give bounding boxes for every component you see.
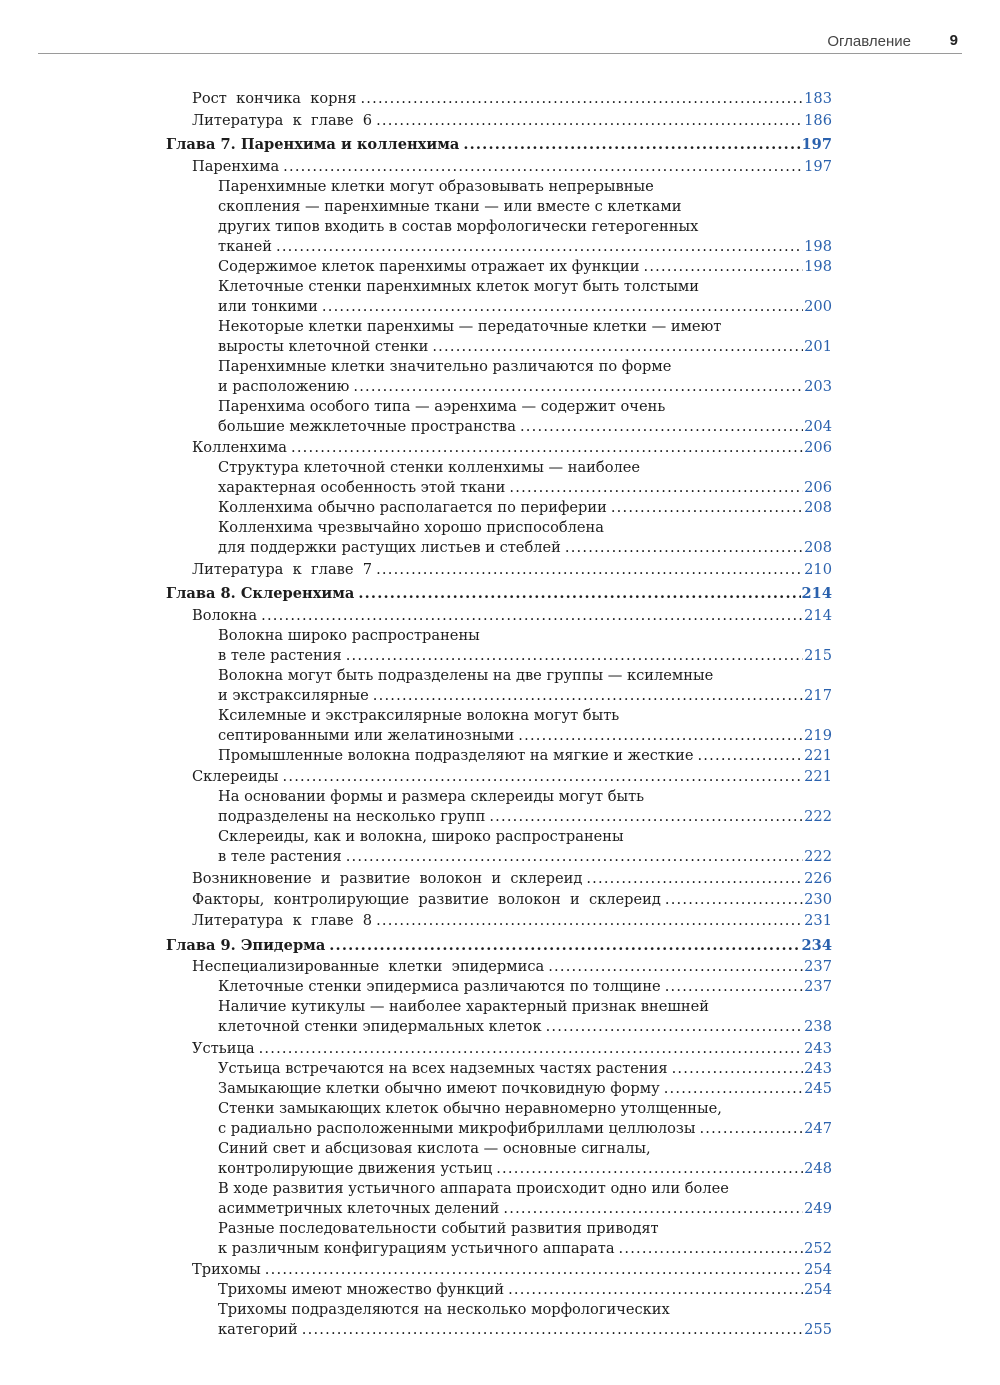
toc-entry-title: выросты клеточной стенки xyxy=(218,337,429,355)
toc-entry[interactable] xyxy=(166,869,832,889)
toc-entry[interactable] xyxy=(166,1280,832,1300)
toc-page-number[interactable]: 183 xyxy=(804,90,832,108)
toc-entry-title: Паренхимные клетки могут образовывать непрерывные xyxy=(218,177,654,195)
dot-leader xyxy=(322,297,803,317)
dot-leader xyxy=(259,1039,804,1059)
toc-entry-title: подразделены на несколько групп xyxy=(218,808,486,826)
toc-page-number[interactable]: 198 xyxy=(804,257,832,275)
toc-chapter-entry[interactable] xyxy=(166,936,832,956)
dot-leader xyxy=(358,584,800,604)
toc-entry-line xyxy=(192,157,832,177)
toc-entry-line xyxy=(218,706,832,726)
toc-entry-line xyxy=(218,646,832,666)
toc-page-number[interactable]: 252 xyxy=(804,1239,832,1257)
toc-page-number[interactable]: 217 xyxy=(804,686,832,704)
toc-entry[interactable] xyxy=(166,1079,832,1099)
toc-page-number[interactable]: 245 xyxy=(804,1079,832,1097)
toc-entry-line xyxy=(218,257,832,277)
dot-leader xyxy=(376,911,803,931)
dot-leader xyxy=(353,377,803,397)
toc-entry-line xyxy=(166,135,832,155)
toc-entry-title: Склереиды, как и волокна, широко распространены xyxy=(218,828,624,846)
toc-entry-title: в теле растения xyxy=(218,848,342,866)
toc-entry[interactable] xyxy=(166,438,832,458)
toc-entry[interactable] xyxy=(166,257,832,277)
toc-entry-title: Глава 9. Эпидерма xyxy=(166,936,326,954)
toc-entry-title: Трихомы имеют множество функций xyxy=(218,1281,505,1299)
page-header xyxy=(38,28,962,54)
toc-page-number[interactable]: 206 xyxy=(804,479,832,497)
toc-page-number[interactable]: 208 xyxy=(804,499,832,517)
toc-entry-line xyxy=(218,1199,832,1219)
toc-entry-title: Склереиды xyxy=(192,768,279,786)
toc-entry[interactable] xyxy=(166,89,832,109)
toc-page-number[interactable]: 201 xyxy=(804,337,832,355)
toc-entry-title: Волокна могут быть подразделены на две группы — ксилемные xyxy=(218,666,714,684)
toc-entry-line xyxy=(218,1320,832,1340)
toc-entry-line xyxy=(218,1280,832,1300)
dot-leader xyxy=(276,237,803,257)
toc-entry[interactable] xyxy=(166,1179,832,1219)
toc-entry-line xyxy=(218,666,832,686)
toc-entry-line xyxy=(218,277,832,297)
toc-entry-line xyxy=(218,807,832,827)
toc-entry-line xyxy=(218,1119,832,1139)
toc-entry-title: В ходе развития устьичного аппарата происходит одно или более xyxy=(218,1179,729,1197)
toc-page-number[interactable]: 221 xyxy=(804,746,832,764)
dot-leader xyxy=(376,560,803,580)
toc-entry-title: асимметричных клеточных делений xyxy=(218,1199,500,1217)
dot-leader xyxy=(665,977,803,997)
toc-entry-line xyxy=(218,458,832,478)
toc-entry-title: На основании формы и размера склереиды могут быть xyxy=(218,788,645,806)
toc-entry-title: Литература к главе 8 xyxy=(192,912,373,930)
toc-page-number[interactable]: 247 xyxy=(804,1119,832,1137)
toc-entry-line xyxy=(218,1017,832,1037)
toc-page-number[interactable]: 210 xyxy=(804,560,832,578)
toc-entry-line xyxy=(218,1179,832,1199)
toc-entry-title: Колленхима xyxy=(192,439,287,457)
toc-entry-line xyxy=(192,957,832,977)
dot-leader xyxy=(261,606,803,626)
toc-page-number[interactable]: 206 xyxy=(804,439,832,457)
toc-entry[interactable] xyxy=(166,767,832,787)
toc-entry-line xyxy=(218,1079,832,1099)
toc-page-number[interactable]: 222 xyxy=(804,808,832,826)
dot-leader xyxy=(346,847,803,867)
toc-entry-line xyxy=(192,767,832,787)
dot-leader xyxy=(283,157,803,177)
toc-page-number[interactable]: 208 xyxy=(804,539,832,557)
toc-entry-line xyxy=(218,827,832,847)
dot-leader xyxy=(329,936,800,956)
toc-entry-line xyxy=(192,911,832,931)
toc-entry-line xyxy=(218,977,832,997)
toc-entry-line xyxy=(218,237,832,257)
toc-entry-line xyxy=(218,197,832,217)
toc-entry[interactable] xyxy=(166,746,832,766)
toc-entry-title: категорий xyxy=(218,1321,298,1339)
toc-entry[interactable] xyxy=(166,357,832,397)
toc-entry-line xyxy=(218,1139,832,1159)
toc-entry-title: септированными или желатинозными xyxy=(218,726,515,744)
toc-entry-title: Колленхима обычно располагается по периферии xyxy=(218,499,607,517)
dot-leader xyxy=(283,767,804,787)
dot-leader xyxy=(586,869,803,889)
dot-leader xyxy=(265,1260,803,1280)
toc-entry-line xyxy=(192,89,832,109)
toc-entry-title: и расположению xyxy=(218,377,350,395)
toc-entry[interactable] xyxy=(166,111,832,131)
toc-entry[interactable] xyxy=(166,1300,832,1340)
toc-entry-title: Паренхима xyxy=(192,157,280,175)
dot-leader xyxy=(699,1119,803,1139)
toc-page-number[interactable]: 219 xyxy=(804,726,832,744)
toc-entry-line xyxy=(218,1059,832,1079)
dot-leader xyxy=(672,1059,804,1079)
toc-entry[interactable] xyxy=(166,626,832,666)
dot-leader xyxy=(503,1199,803,1219)
dot-leader xyxy=(520,417,803,437)
toc-entry-line xyxy=(192,1260,832,1280)
toc-entry-title: Устьица xyxy=(192,1039,255,1057)
toc-entry-line xyxy=(218,377,832,397)
toc-entry-title: Устьица встречаются на всех надземных частях растения xyxy=(218,1059,668,1077)
toc-entry-title: контролирующие движения устьиц xyxy=(218,1159,493,1177)
toc-entry-title: Возникновение и развитие волокон и склереид xyxy=(192,869,583,887)
toc-page-number[interactable]: 197 xyxy=(804,157,832,175)
toc-entry-line xyxy=(218,1300,832,1320)
toc-entry-title: Волокна широко распространены xyxy=(218,626,480,644)
table-of-contents xyxy=(166,88,832,1340)
dot-leader xyxy=(496,1159,803,1179)
toc-page-number[interactable]: 198 xyxy=(804,237,832,255)
toc-entry-title: с радиально расположенными микрофибриллами целлюлозы xyxy=(218,1119,696,1137)
dot-leader xyxy=(664,1079,803,1099)
dot-leader xyxy=(373,686,803,706)
toc-entry[interactable] xyxy=(166,157,832,177)
toc-entry[interactable] xyxy=(166,498,832,518)
toc-entry-title: Глава 7. Паренхима и колленхима xyxy=(166,136,460,154)
toc-entry[interactable] xyxy=(166,977,832,997)
toc-entry-line xyxy=(218,397,832,417)
toc-entry-line xyxy=(218,297,832,317)
toc-page-number[interactable]: 254 xyxy=(804,1281,832,1299)
running-head-page-number: 9 xyxy=(949,32,958,49)
toc-entry-line xyxy=(218,177,832,197)
toc-entry-title: Факторы, контролирующие развитие волокон и склереид xyxy=(192,890,661,908)
toc-page-number[interactable]: 197 xyxy=(801,136,832,154)
toc-entry-title: Паренхима особого типа — аэренхима — содержит очень xyxy=(218,397,666,415)
toc-entry-line xyxy=(192,890,832,910)
toc-page-number[interactable]: 248 xyxy=(804,1159,832,1177)
dot-leader xyxy=(376,111,803,131)
toc-entry[interactable] xyxy=(166,518,832,558)
toc-entry-title: Промышленные волокна подразделяют на мягкие и жесткие xyxy=(218,746,694,764)
toc-entry-title: Клеточные стенки паренхимных клеток могут быть толстыми xyxy=(218,277,699,295)
toc-entry-title: Неспециализированные клетки эпидермиса xyxy=(192,958,545,976)
toc-entry-title: Структура клеточной стенки колленхимы — наиболее xyxy=(218,459,641,477)
toc-entry-line xyxy=(218,518,832,538)
dot-leader xyxy=(291,438,803,458)
dot-leader xyxy=(697,746,803,766)
toc-entry[interactable] xyxy=(166,606,832,626)
toc-page-number[interactable]: 249 xyxy=(804,1199,832,1217)
toc-entry[interactable] xyxy=(166,706,832,746)
toc-entry-line xyxy=(218,686,832,706)
toc-entry-title: других типов входить в состав морфологически гетерогенных xyxy=(218,217,699,235)
toc-page-number[interactable]: 255 xyxy=(804,1321,832,1339)
toc-entry-title: Рост кончика корня xyxy=(192,90,357,108)
toc-page-number[interactable]: 254 xyxy=(804,1261,832,1279)
toc-entry-line xyxy=(166,584,832,604)
toc-page-number[interactable]: 231 xyxy=(804,912,832,930)
toc-entry[interactable] xyxy=(166,1099,832,1139)
toc-entry-title: Стенки замыкающих клеток обычно неравномерно утолщенные, xyxy=(218,1099,722,1117)
toc-entry-line xyxy=(218,787,832,807)
toc-entry[interactable] xyxy=(166,397,832,437)
toc-entry-title: характерная особенность этой ткани xyxy=(218,479,506,497)
toc-entry-line xyxy=(218,746,832,766)
toc-entry-title: Некоторые клетки паренхимы — передаточные клетки — имеют xyxy=(218,317,722,335)
running-head-section: Оглавление xyxy=(827,33,911,50)
toc-entry-title: Волокна xyxy=(192,606,258,624)
toc-entry-title: клеточной стенки эпидермальных клеток xyxy=(218,1018,542,1036)
toc-entry[interactable] xyxy=(166,1260,832,1280)
dot-leader xyxy=(360,89,803,109)
toc-entry-line xyxy=(218,997,832,1017)
toc-entry-title: или тонкими xyxy=(218,297,318,315)
dot-leader xyxy=(619,1239,804,1259)
toc-entry-title: Разные последовательности событий развития приводят xyxy=(218,1219,659,1237)
toc-entry-title: Синий свет и абсцизовая кислота — основные сигналы, xyxy=(218,1139,651,1157)
toc-entry[interactable] xyxy=(166,890,832,910)
toc-page-number[interactable]: 238 xyxy=(804,1018,832,1036)
toc-entry-line xyxy=(218,357,832,377)
toc-entry-title: Содержимое клеток паренхимы отражает их функции xyxy=(218,257,640,275)
toc-entry-line xyxy=(218,726,832,746)
toc-page-number[interactable]: 221 xyxy=(804,768,832,786)
toc-entry[interactable] xyxy=(166,1219,832,1259)
toc-entry-line xyxy=(218,217,832,237)
toc-entry-title: Литература к главе 6 xyxy=(192,111,373,129)
toc-entry[interactable] xyxy=(166,1139,832,1179)
toc-entry-line xyxy=(218,317,832,337)
toc-entry-line xyxy=(218,337,832,357)
toc-entry[interactable] xyxy=(166,458,832,498)
toc-chapter-entry[interactable] xyxy=(166,584,832,604)
toc-entry[interactable] xyxy=(166,560,832,580)
toc-page-number[interactable]: 243 xyxy=(804,1059,832,1077)
toc-entry-title: и экстраксилярные xyxy=(218,686,369,704)
toc-entry-line xyxy=(218,1099,832,1119)
dot-leader xyxy=(518,726,803,746)
toc-page-number[interactable]: 203 xyxy=(804,377,832,395)
dot-leader xyxy=(489,807,803,827)
toc-page-number[interactable]: 186 xyxy=(804,111,832,129)
toc-entry-line xyxy=(192,1039,832,1059)
dot-leader xyxy=(432,337,803,357)
dot-leader xyxy=(463,135,800,155)
toc-entry[interactable] xyxy=(166,1059,832,1079)
dot-leader xyxy=(509,478,803,498)
toc-entry-title: Паренхимные клетки значительно различаются по форме xyxy=(218,357,672,375)
dot-leader xyxy=(548,957,803,977)
toc-entry-title: Ксилемные и экстраксилярные волокна могут быть xyxy=(218,706,620,724)
dot-leader xyxy=(302,1320,803,1340)
toc-entry[interactable] xyxy=(166,827,832,867)
toc-entry-title: большие межклеточные пространства xyxy=(218,417,516,435)
toc-entry-title: Наличие кутикулы — наиболее характерный признак внешней xyxy=(218,998,709,1016)
toc-entry-title: скопления — паренхимные ткани — или вместе с клетками xyxy=(218,197,682,215)
toc-entry-line xyxy=(192,438,832,458)
toc-chapter-entry[interactable] xyxy=(166,135,832,155)
toc-entry[interactable] xyxy=(166,277,832,317)
toc-entry-line xyxy=(218,417,832,437)
toc-page-number[interactable]: 214 xyxy=(801,585,832,603)
toc-entry-title: Замыкающие клетки обычно имеют почковидную форму xyxy=(218,1079,660,1097)
dot-leader xyxy=(665,890,803,910)
toc-entry-line xyxy=(192,111,832,131)
toc-page-number[interactable]: 214 xyxy=(804,606,832,624)
toc-entry-title: Клеточные стенки эпидермиса различаются по толщине xyxy=(218,978,661,996)
toc-page-number[interactable]: 200 xyxy=(804,297,832,315)
toc-entry-title: в теле растения xyxy=(218,646,342,664)
toc-entry-title: к различным конфигурациям устьичного аппарата xyxy=(218,1239,615,1257)
toc-page-number[interactable]: 226 xyxy=(804,869,832,887)
toc-entry-line xyxy=(218,1159,832,1179)
toc-entry-line xyxy=(218,1219,832,1239)
toc-entry-line xyxy=(166,936,832,956)
toc-page-number[interactable]: 243 xyxy=(804,1039,832,1057)
dot-leader xyxy=(611,498,803,518)
dot-leader xyxy=(565,538,803,558)
toc-entry-title: тканей xyxy=(218,237,272,255)
toc-entry-line xyxy=(218,478,832,498)
dot-leader xyxy=(346,646,803,666)
toc-entry-line xyxy=(218,498,832,518)
toc-page-number[interactable]: 222 xyxy=(804,848,832,866)
dot-leader xyxy=(644,257,804,277)
toc-entry-line xyxy=(192,606,832,626)
toc-entry-title: Колленхима чрезвычайно хорошо приспособлена xyxy=(218,519,604,537)
toc-entry[interactable] xyxy=(166,787,832,827)
toc-entry[interactable] xyxy=(166,177,832,257)
toc-page-number[interactable]: 204 xyxy=(804,417,832,435)
toc-entry[interactable] xyxy=(166,911,832,931)
toc-entry-title: для поддержки растущих листьев и стеблей xyxy=(218,539,561,557)
toc-entry[interactable] xyxy=(166,997,832,1037)
toc-entry-line xyxy=(218,847,832,867)
toc-entry-title: Трихомы xyxy=(192,1261,261,1279)
toc-page-number[interactable]: 234 xyxy=(801,936,832,954)
toc-entry-line xyxy=(192,560,832,580)
toc-page-number[interactable]: 230 xyxy=(804,890,832,908)
toc-entry-line xyxy=(218,538,832,558)
toc-entry[interactable] xyxy=(166,317,832,357)
toc-entry-title: Литература к главе 7 xyxy=(192,560,373,578)
toc-entry-title: Трихомы подразделяются на несколько морфологических xyxy=(218,1301,670,1319)
toc-entry-title: Глава 8. Склеренхима xyxy=(166,585,355,603)
toc-entry-line xyxy=(218,1239,832,1259)
toc-page-number[interactable]: 237 xyxy=(804,958,832,976)
toc-entry[interactable] xyxy=(166,1039,832,1059)
toc-entry[interactable] xyxy=(166,666,832,706)
toc-page-number[interactable]: 215 xyxy=(804,646,832,664)
dot-leader xyxy=(546,1017,804,1037)
dot-leader xyxy=(508,1280,803,1300)
toc-page-number[interactable]: 237 xyxy=(804,978,832,996)
toc-entry-line xyxy=(192,869,832,889)
toc-entry-line xyxy=(218,626,832,646)
toc-entry[interactable] xyxy=(166,957,832,977)
